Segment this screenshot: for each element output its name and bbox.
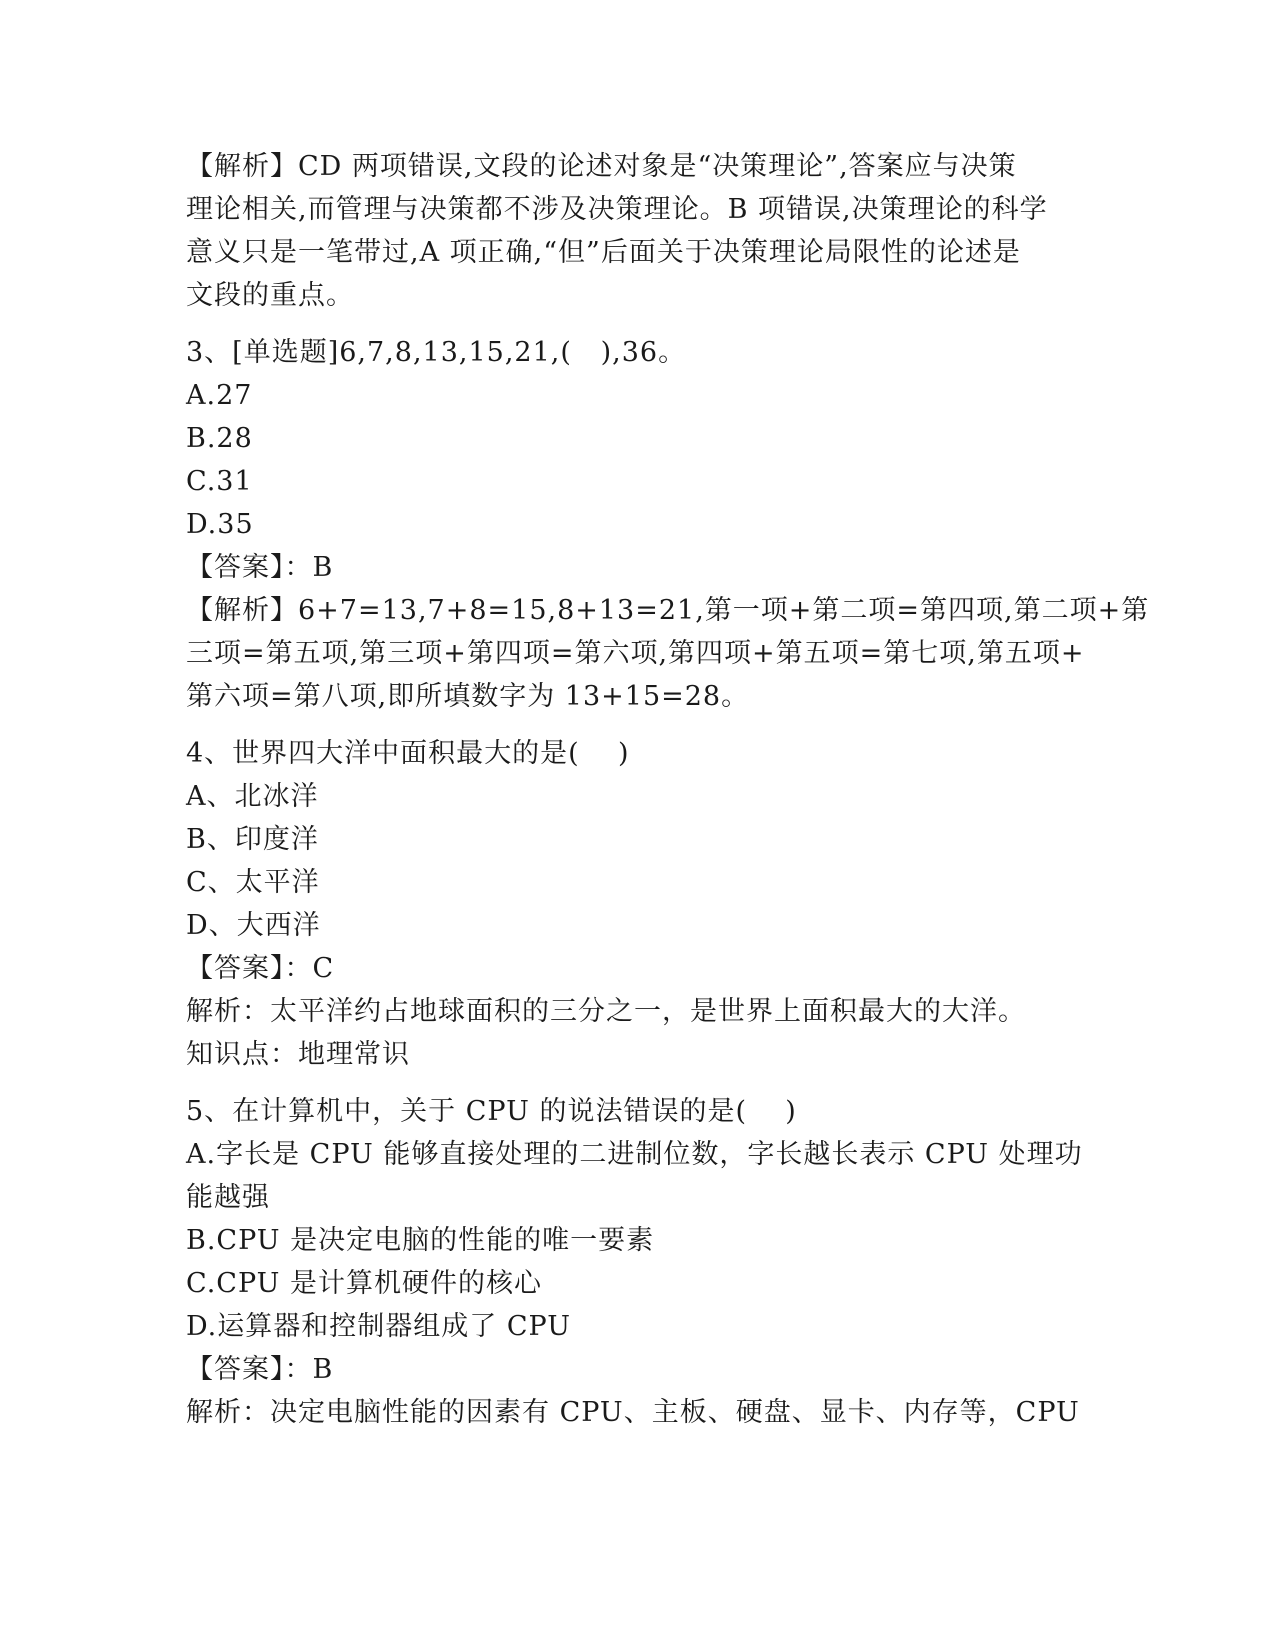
explanation-line: 【解析】6+7=13,7+8=15,8+13=21,第一项+第二项=第四项,第二项+第 bbox=[186, 595, 1150, 626]
explanation-line: 三项=第五项,第三项+第四项=第六项,第四项+第五项=第七项,第五项+ bbox=[186, 638, 1085, 669]
option-d: D.运算器和控制器组成了 CPU bbox=[186, 1311, 571, 1342]
option-b: B.28 bbox=[186, 423, 253, 454]
option-a-continued: 能越强 bbox=[186, 1182, 270, 1213]
document-page bbox=[186, 145, 1150, 1434]
question-stem: 5、在计算机中，关于 CPU 的说法错误的是( ) bbox=[186, 1096, 797, 1127]
option-d: D.35 bbox=[186, 509, 254, 540]
explanation-line: 解析：太平洋约占地球面积的三分之一，是世界上面积最大的大洋。 bbox=[186, 996, 1026, 1027]
knowledge-point-line: 知识点：地理常识 bbox=[186, 1039, 410, 1070]
text-line: 理论相关,而管理与决策都不涉及决策理论。B 项错误,决策理论的科学 bbox=[186, 194, 1048, 225]
option-c: C.31 bbox=[186, 466, 253, 497]
question-stem: 4、世界四大洋中面积最大的是( ) bbox=[186, 738, 630, 769]
option-a: A.27 bbox=[186, 380, 253, 411]
text-line: 文段的重点。 bbox=[186, 280, 354, 311]
text-line: 【解析】CD 两项错误,文段的论述对象是“决策理论”,答案应与决策 bbox=[186, 151, 1017, 182]
section-gap bbox=[186, 317, 1086, 331]
explanation-line: 第六项=第八项,即所填数字为 13+15=28。 bbox=[186, 681, 750, 712]
explanation-line: 解析：决定电脑性能的因素有 CPU、主板、硬盘、显卡、内存等，CPU bbox=[186, 1397, 1080, 1428]
option-c: C.CPU 是计算机硬件的核心 bbox=[186, 1268, 542, 1299]
option-a: A.字长是 CPU 能够直接处理的二进制位数，字长越长表示 CPU 处理功 bbox=[186, 1139, 1083, 1170]
option-b: B.CPU 是决定电脑的性能的唯一要素 bbox=[186, 1225, 655, 1256]
section-q3 bbox=[186, 331, 1150, 718]
text-line: 意义只是一笔带过,A 项正确,“但”后面关于决策理论局限性的论述是 bbox=[186, 237, 1021, 268]
option-c: C、太平洋 bbox=[186, 867, 320, 898]
answer-line: 【答案】：C bbox=[186, 953, 335, 984]
section-gap bbox=[186, 718, 1086, 732]
section-q4 bbox=[186, 732, 1086, 1076]
option-a: A、北冰洋 bbox=[186, 781, 319, 812]
question-stem: 3、[单选题]6,7,8,13,15,21,( ),36。 bbox=[186, 337, 687, 368]
section-q2-explanation bbox=[186, 145, 1086, 317]
section-q5 bbox=[186, 1090, 1086, 1434]
answer-line: 【答案】：B bbox=[186, 1354, 334, 1385]
answer-line: 【答案】：B bbox=[186, 552, 334, 583]
section-gap bbox=[186, 1076, 1086, 1090]
option-d: D、大西洋 bbox=[186, 910, 321, 941]
option-b: B、印度洋 bbox=[186, 824, 319, 855]
